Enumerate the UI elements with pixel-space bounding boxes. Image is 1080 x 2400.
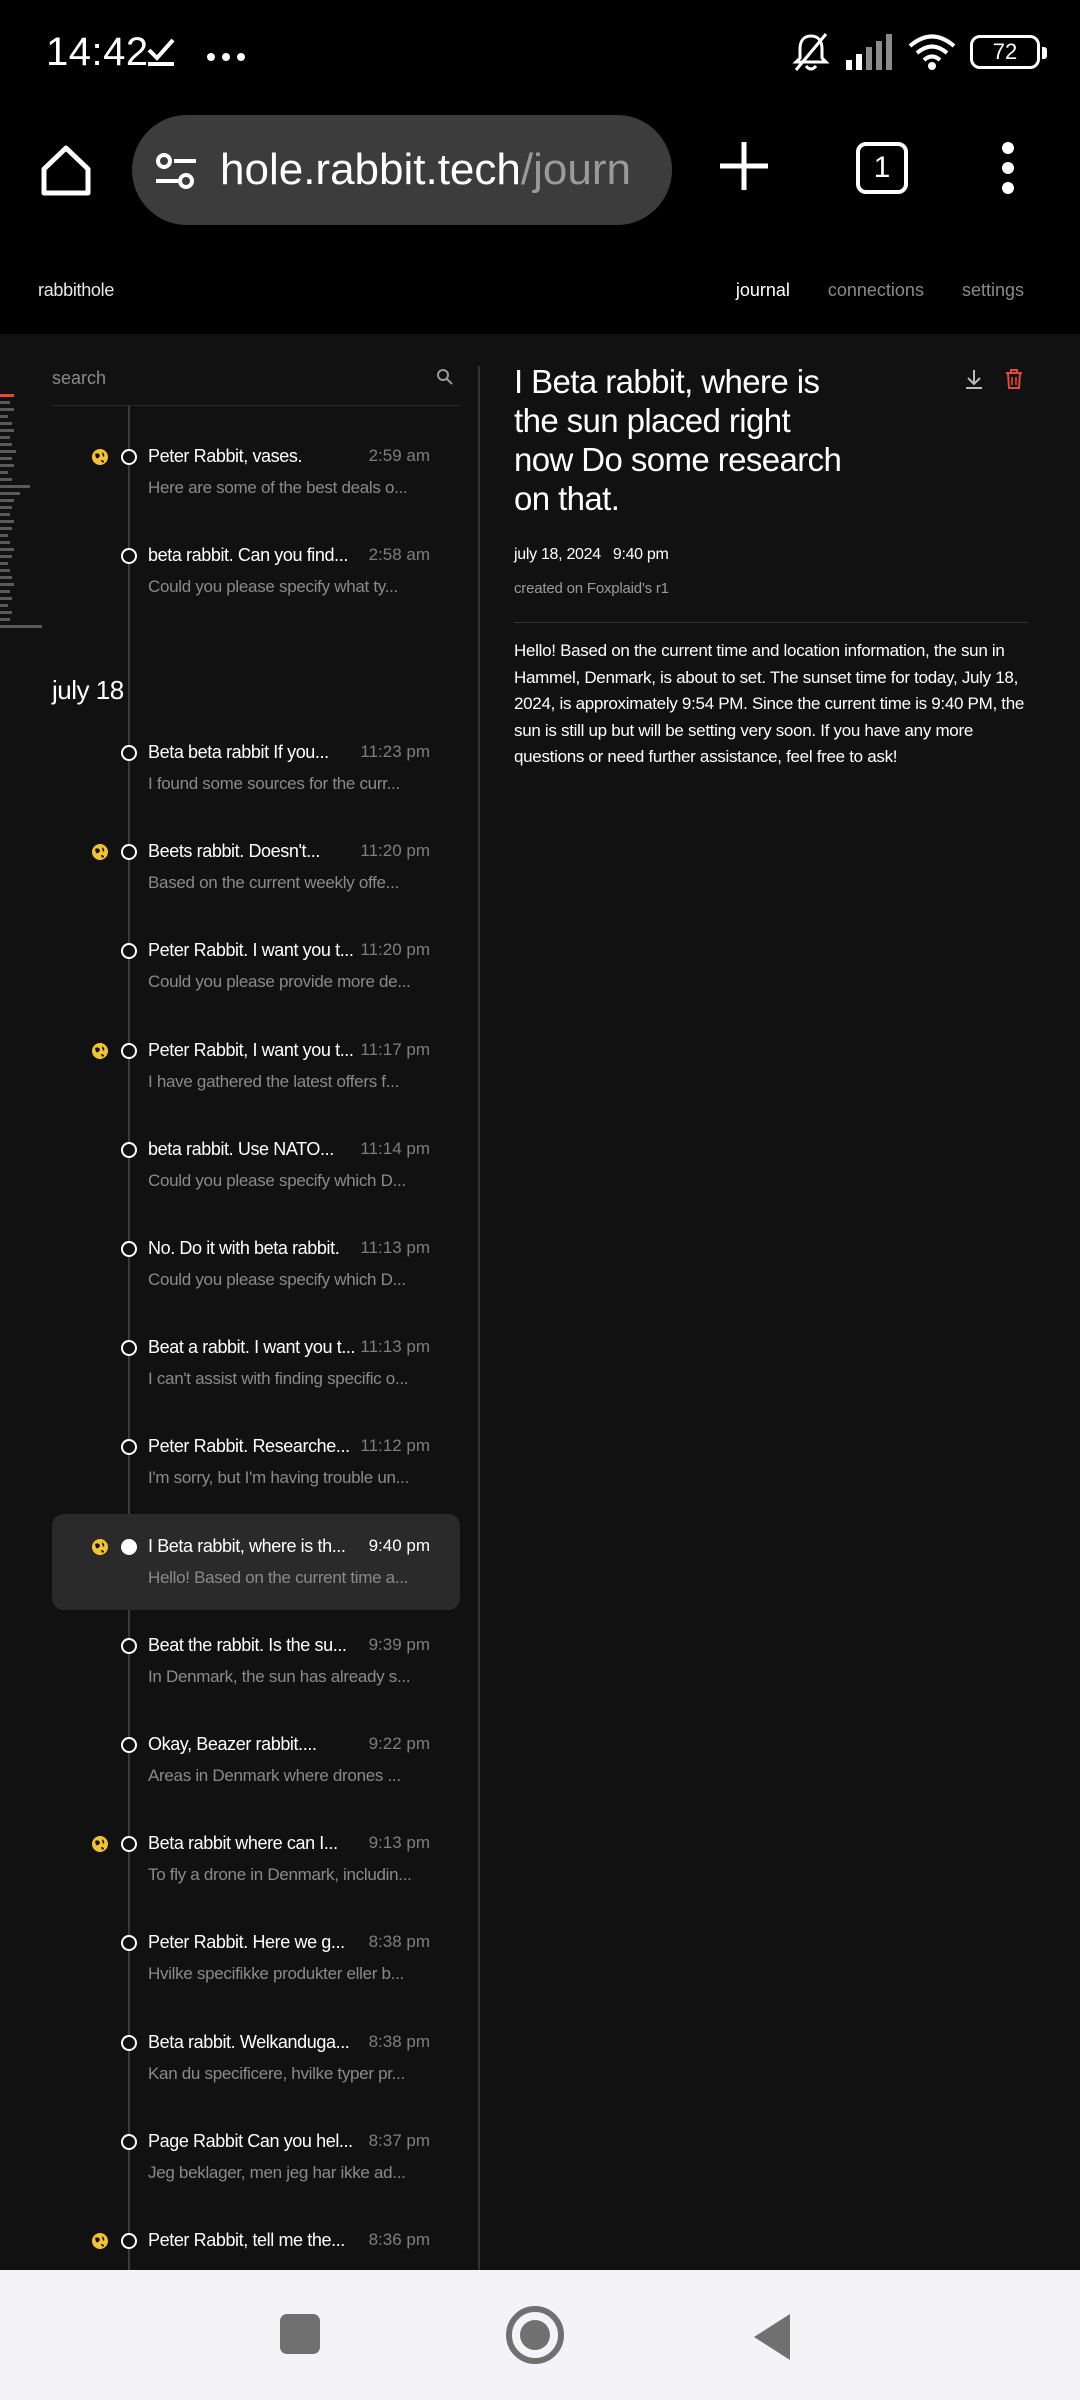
status-time: 14:42 <box>46 30 149 74</box>
minimap-line <box>0 471 8 474</box>
minimap-line <box>0 394 14 397</box>
nav-journal[interactable]: journal <box>735 280 790 300</box>
download-icon[interactable] <box>964 368 984 390</box>
entry-snippet: Could you please specify what ty... <box>148 577 398 597</box>
minimap-line <box>0 520 14 523</box>
globe-badge-icon <box>91 1042 109 1060</box>
browser-home-button[interactable] <box>36 140 96 200</box>
minimap-line <box>0 513 10 516</box>
minimap-line <box>0 429 14 432</box>
home-icon <box>38 143 94 197</box>
timeline-dot <box>121 943 137 959</box>
entry-title: Beat the rabbit. Is the su... <box>148 1634 347 1655</box>
timeline-dot <box>121 1638 137 1654</box>
entry-title: No. Do it with beta rabbit. <box>148 1238 340 1258</box>
minimap-line <box>0 506 12 509</box>
entry-snippet: To fly a drone in Denmark, includin... <box>148 1865 412 1885</box>
entry-title: Peter Rabbit, vases. <box>148 446 303 466</box>
entry-snippet: Could you please provide more de... <box>148 972 411 992</box>
entry-title: Okay, Beazer rabbit.... <box>148 1734 317 1754</box>
journal-entry[interactable] <box>52 918 460 1014</box>
minimap-line <box>0 569 10 572</box>
journal-list-pane <box>52 334 460 2270</box>
entry-time: 8:36 pm <box>368 2230 430 2249</box>
minimap-line <box>0 450 16 453</box>
entry-time: 11:20 pm <box>360 841 430 861</box>
entry-time: 11:17 pm <box>360 1039 430 1059</box>
journal-entry[interactable] <box>52 1117 460 1213</box>
entry-time: 11:12 pm <box>360 1436 430 1456</box>
entry-snippet: Hvilke specifikke produkter eller b... <box>148 1964 404 1984</box>
minimap-line <box>0 478 12 481</box>
minimap-line <box>0 548 14 551</box>
minimap-line <box>0 415 8 418</box>
journal-entry[interactable] <box>52 1811 460 1907</box>
entry-time: 8:38 pm <box>368 1932 430 1952</box>
site-nav <box>736 280 1024 301</box>
site-header <box>0 228 1080 334</box>
entry-title: Peter Rabbit, tell me the... <box>148 2230 345 2250</box>
new-tab-button[interactable] <box>716 136 772 196</box>
entry-title: I Beta rabbit, where is the sun placed right now Do some research on that. <box>514 363 842 517</box>
journal-page <box>0 334 1080 2270</box>
journal-entry[interactable] <box>52 2208 460 2270</box>
globe-badge-icon <box>91 1538 109 1556</box>
minimap-line <box>0 562 8 565</box>
timeline-dot <box>121 1935 137 1951</box>
journal-entry[interactable] <box>52 1018 460 1114</box>
entry-response: Hello! Based on the current time and location information, the sun in Hammel, Denmark, is about to set. The sunset time for today, July 18, 2024, is approximately 9:54 PM. Since the current time is 9:40 PM, the sun is still up but will be setting very soon. If you have any more questions or need further assistance, feel free to ask! <box>514 641 1025 766</box>
bell-muted-icon <box>792 32 830 72</box>
journal-entry[interactable] <box>52 2109 460 2205</box>
entry-snippet: Jeg beklager, men jeg har ikke ad... <box>148 2162 406 2182</box>
minimap-line <box>0 492 20 495</box>
journal-entry[interactable] <box>52 1315 460 1411</box>
entry-title: beta rabbit. Can you find... <box>148 545 348 566</box>
timeline-dot <box>121 2233 137 2249</box>
entry-title: beta rabbit. Use NATO... <box>148 1138 334 1159</box>
minimap-line <box>0 604 8 607</box>
tab-switcher-button[interactable] <box>856 142 908 194</box>
browser-menu-button[interactable] <box>1000 140 1016 196</box>
minimap-line <box>0 555 12 558</box>
entry-snippet: I'm sorry, but I'm having trouble un... <box>148 1468 409 1488</box>
nav-settings[interactable]: settings <box>961 280 1024 300</box>
detail-divider <box>514 622 1028 623</box>
minimap-line <box>0 443 12 446</box>
battery-level: 72 <box>992 39 1018 64</box>
entry-time: 11:14 pm <box>360 1138 430 1158</box>
journal-entry[interactable] <box>52 1216 460 1312</box>
entry-snippet: Areas in Denmark where drones ... <box>148 1766 401 1785</box>
journal-entry[interactable] <box>52 1414 460 1510</box>
entry-snippet: In Denmark, the sun has already s... <box>148 1666 411 1686</box>
entry-device: created on Foxplaid's r1 <box>514 580 669 597</box>
entry-time: 11:20 pm <box>360 940 430 960</box>
timeline-dot <box>121 844 137 860</box>
system-home-button[interactable] <box>506 2306 564 2364</box>
globe-badge-icon <box>91 843 109 861</box>
minimap-line <box>0 590 10 593</box>
globe-badge-icon <box>91 2232 109 2250</box>
timeline-dot <box>121 1340 137 1356</box>
address-bar[interactable] <box>132 115 672 225</box>
entry-title: Beat a rabbit. I want you t... <box>148 1337 356 1358</box>
journal-entry[interactable] <box>52 819 460 915</box>
timeline-dot <box>121 1241 137 1257</box>
system-nav-bar <box>0 2270 1080 2400</box>
tab-count: 1 <box>873 151 891 184</box>
minimap-line <box>0 597 12 600</box>
nav-connections[interactable]: connections <box>827 280 924 300</box>
more-notifications-icon <box>206 52 246 62</box>
entry-time: 2:58 am <box>368 545 430 565</box>
globe-badge-icon <box>91 448 109 466</box>
minimap-line <box>0 422 12 425</box>
entry-title: Page Rabbit Can you hel... <box>148 2130 353 2151</box>
signal-icon <box>844 34 894 70</box>
recents-button[interactable] <box>280 2314 320 2354</box>
minimap-line <box>0 485 30 488</box>
minimap-line <box>0 527 12 530</box>
browser-toolbar <box>0 112 1080 228</box>
entry-snippet: I can't assist with finding specific o... <box>148 1369 409 1389</box>
minimap-line <box>0 625 42 628</box>
entry-time: 9:40 pm <box>368 1535 430 1555</box>
timeline-dot <box>121 1539 137 1555</box>
entry-snippet: Here are some of the best deals o... <box>148 478 408 497</box>
journal-entry[interactable] <box>52 424 460 520</box>
pane-divider <box>478 366 480 2270</box>
minimap-line <box>0 436 10 439</box>
minimap-line <box>0 576 12 579</box>
back-button[interactable] <box>750 2312 794 2362</box>
entry-snippet: I found some sources for the curr... <box>148 774 400 793</box>
minimap-line <box>0 541 10 544</box>
entry-title: Beta beta rabbit If you... <box>148 742 329 762</box>
minimap-line <box>0 457 12 460</box>
search-input[interactable] <box>52 368 412 389</box>
battery-indicator <box>970 35 1040 69</box>
entry-title: Peter Rabbit. Researche... <box>148 1436 350 1457</box>
journal-entry[interactable] <box>52 2010 460 2106</box>
minimap-line <box>0 618 10 621</box>
entry-snippet: I have gathered the latest offers f... <box>148 1071 400 1091</box>
journal-entry[interactable] <box>52 720 460 816</box>
site-settings-icon[interactable] <box>154 149 198 193</box>
minimap-line <box>0 408 14 411</box>
checkmark-icon <box>146 36 176 66</box>
entry-title: I Beta rabbit, where is th... <box>148 1535 346 1556</box>
entry-time: 8:38 pm <box>368 2031 430 2051</box>
search-icon[interactable] <box>436 368 454 386</box>
minimap-line <box>0 401 10 404</box>
scroll-minimap[interactable] <box>0 394 44 654</box>
entry-time: 11:23 pm <box>360 742 430 761</box>
journal-entry-selected[interactable] <box>52 1514 460 1610</box>
wifi-icon <box>908 33 956 71</box>
entry-title: Peter Rabbit. Here we g... <box>148 1932 345 1953</box>
entry-time: 11:13 pm <box>360 1238 430 1257</box>
status-bar <box>0 0 1080 112</box>
entry-title: Beta rabbit. Welkanduga... <box>148 2031 350 2052</box>
url-text <box>220 145 631 195</box>
minimap-line <box>0 499 14 502</box>
entry-snippet: Based on the current weekly offe... <box>148 873 399 893</box>
timeline-dot <box>121 745 137 761</box>
timeline-dot <box>121 1737 137 1753</box>
journal-entry[interactable] <box>52 523 460 619</box>
journal-entry[interactable] <box>52 1712 460 1808</box>
url-path: /journ <box>520 145 631 194</box>
trash-icon[interactable] <box>1004 368 1024 390</box>
url-host: hole.rabbit.tech <box>220 145 521 194</box>
timeline-dot <box>121 1142 137 1158</box>
entry-snippet: Kan du specificere, hvilke typer pr... <box>148 2063 405 2083</box>
entry-title: Beta rabbit where can I... <box>148 1833 338 1854</box>
timeline-dot <box>121 1439 137 1455</box>
entry-title: Peter Rabbit. I want you t... <box>148 940 354 961</box>
entry-time: 9:13 pm <box>368 1833 430 1853</box>
entry-time: 9:39 pm <box>368 1634 430 1654</box>
search-bar <box>52 358 460 406</box>
timeline-dot <box>121 1043 137 1059</box>
timeline-dot <box>121 1836 137 1852</box>
journal-entry[interactable] <box>52 1910 460 2006</box>
entry-snippet: Hello! Based on the current time a... <box>148 1567 409 1587</box>
entry-title: Beets rabbit. Doesn't... <box>148 841 320 862</box>
entry-snippet: Could you please specify which D... <box>148 1270 406 1289</box>
brand-logo[interactable]: rabbithole <box>38 280 115 300</box>
minimap-line <box>0 611 12 614</box>
entry-date: july 18, 2024 <box>514 546 601 563</box>
entry-time: 9:40 pm <box>612 546 669 563</box>
timeline-dot <box>121 2134 137 2150</box>
timeline-dot <box>121 548 137 564</box>
entry-time: 8:37 pm <box>368 2130 430 2150</box>
minimap-line <box>0 464 14 467</box>
entry-datetime <box>514 546 669 564</box>
globe-badge-icon <box>91 1835 109 1853</box>
entry-time: 9:22 pm <box>368 1734 430 1753</box>
entry-time: 2:59 am <box>368 446 430 465</box>
minimap-line <box>0 534 8 537</box>
timeline-dot <box>121 2035 137 2051</box>
journal-entry[interactable] <box>52 1613 460 1709</box>
date-header: july 18 <box>52 675 124 706</box>
timeline-dot <box>121 449 137 465</box>
minimap-line <box>0 583 14 586</box>
entry-time: 11:13 pm <box>360 1337 430 1357</box>
entry-snippet: Could you please specify which D... <box>148 1170 406 1190</box>
entry-title: Peter Rabbit, I want you t... <box>148 1039 354 1060</box>
